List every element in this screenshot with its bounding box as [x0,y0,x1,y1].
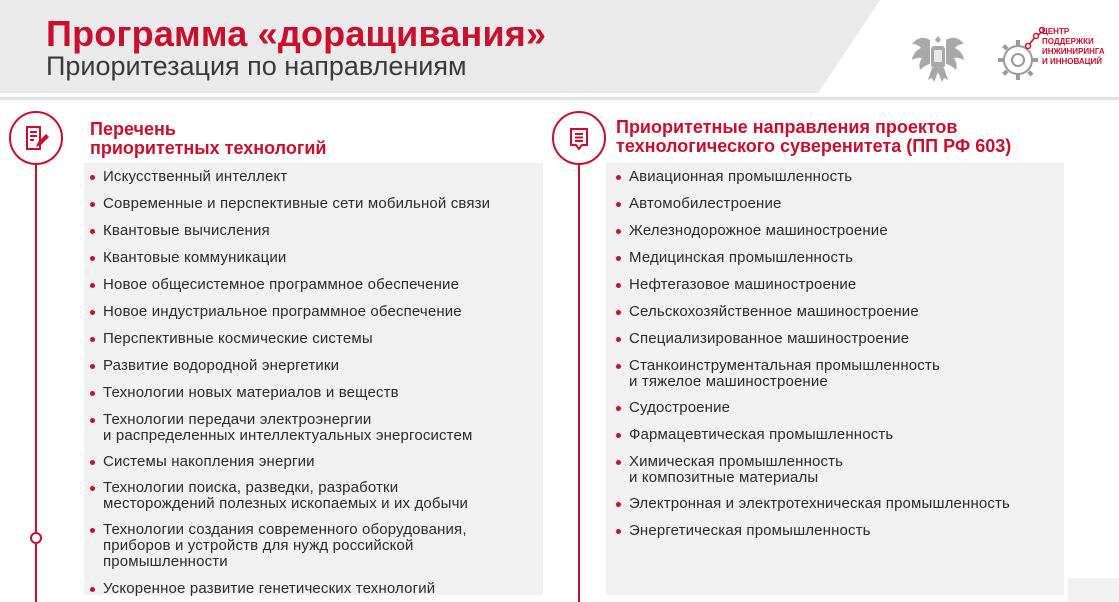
list-item: Квантовые вычисления [89,223,545,250]
document-list-icon [566,125,592,151]
header-divider [0,97,1119,100]
coat-of-arms-icon [908,30,968,86]
list-item: Квантовые коммуникации [89,250,545,277]
sovereignty-directions-list [615,169,1065,539]
list-item: Технологии новых материалов и веществ [89,385,545,412]
list-item: Нефтегазовое машиностроение [615,277,1065,304]
right-column-heading: Приоритетные направления проектов технологического суверенитета (ПП РФ 603) [616,117,1012,156]
list-item: Судостроение [615,400,1065,427]
list-item: Ускоренное развитие генетических технологий [89,581,545,597]
list-item: Авиационная промышленность [615,169,1065,196]
list-item: Новое общесистемное программное обеспечение [89,277,545,304]
left-timeline [35,138,37,533]
list-item: Станкоинструментальная промышленность и тяжелое машиностроение [615,358,1065,400]
document-edit-icon [23,125,49,151]
list-item: Железнодорожное машиностроение [615,223,1065,250]
list-item: Энергетическая промышленность [615,523,1065,539]
right-section-icon [552,111,606,165]
list-item: Медицинская промышленность [615,250,1065,277]
list-item: Системы накопления энергии [89,454,545,480]
list-item: Искусственный интеллект [89,169,545,196]
page-title: Программа «доращивания» [46,13,547,54]
list-item: Развитие водородной энергетики [89,358,545,385]
right-timeline [578,138,580,602]
priority-technologies-list [89,169,545,597]
company-logo-text: ЦЕНТР ПОДДЕРЖКИ ИНЖИНИРИНГА И ИННОВАЦИЙ [1042,27,1105,66]
corner-decoration [1068,578,1119,602]
list-item: Новое индустриальное программное обеспечение [89,304,545,331]
left-section-icon [9,111,63,165]
list-item: Сельскохозяйственное машиностроение [615,304,1065,331]
list-item: Электронная и электротехническая промышленность [615,496,1065,523]
list-item: Технологии создания современного оборудования, приборов и устройств для нужд российской промышленности [89,522,545,581]
page-subtitle: Приоритезация по направлениям [46,51,467,81]
list-item: Химическая промышленность и композитные материалы [615,454,1065,496]
list-item: Фармацевтическая промышленность [615,427,1065,454]
list-item: Технологии поиска, разведки, разработки месторождений полезных ископаемых и их добычи [89,480,545,522]
left-timeline-dot [30,532,42,544]
list-item: Автомобилестроение [615,196,1065,223]
left-timeline-lower [35,544,37,602]
list-item: Технологии передачи электроэнергии и распределенных интеллектуальных энергосистем [89,412,545,454]
list-item: Перспективные космические системы [89,331,545,358]
left-column-heading: Перечень приоритетных технологий [90,119,327,158]
list-item: Современные и перспективные сети мобильной связи [89,196,545,223]
list-item: Специализированное машиностроение [615,331,1065,358]
